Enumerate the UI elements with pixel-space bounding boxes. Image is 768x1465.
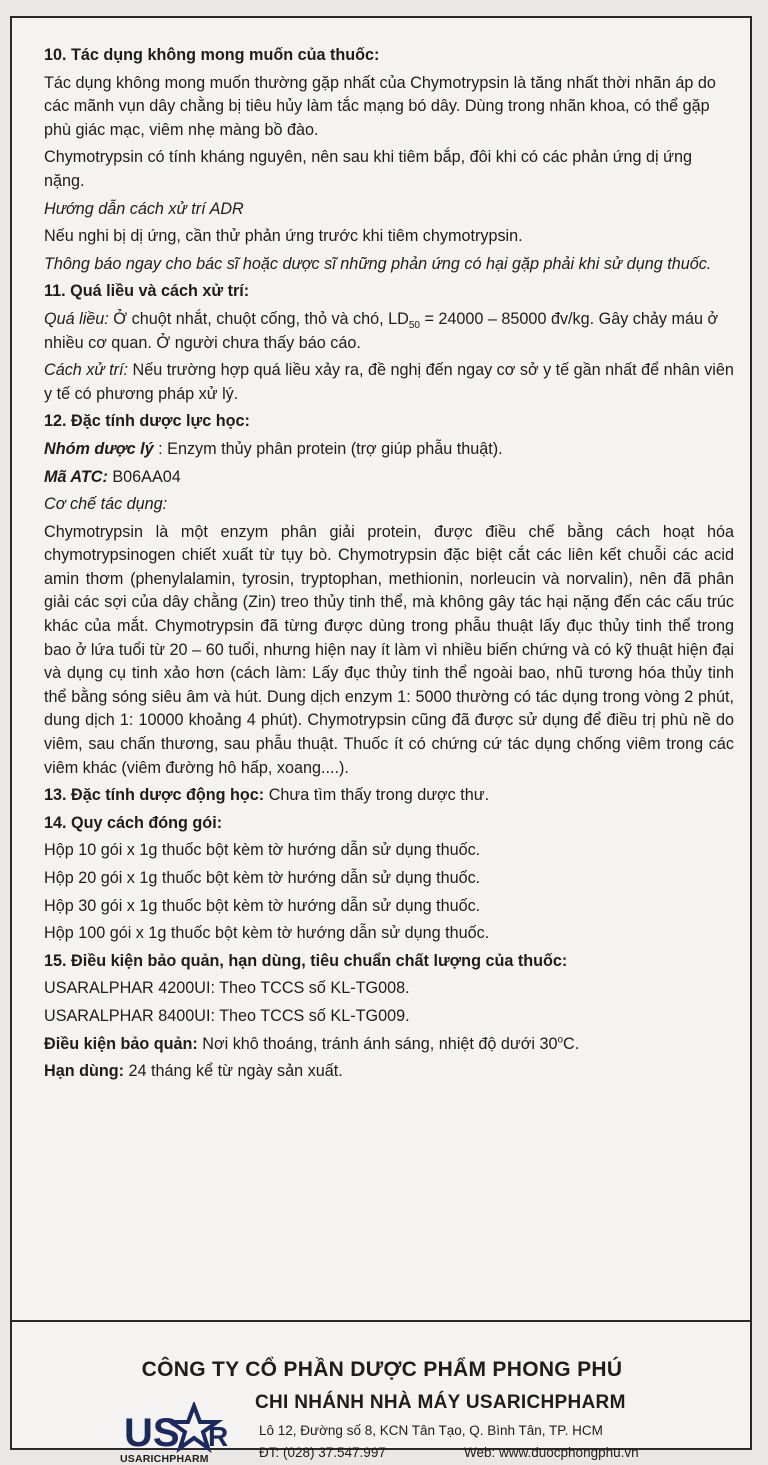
- section-10-adr-heading: Hướng dẫn cách xử trí ADR: [44, 199, 244, 218]
- section-11-overdose: [44, 308, 734, 355]
- overdose-label: Quá liều:: [44, 309, 109, 328]
- storage-end: C.: [563, 1034, 580, 1053]
- handling-label: Cách xử trí:: [44, 361, 129, 380]
- expiry-text: 24 tháng kể từ ngày sản xuất.: [124, 1062, 343, 1081]
- degree-superscript: o: [557, 1034, 564, 1046]
- group-text: : Enzym thủy phân protein (trợ giúp phẫu thuật).: [153, 439, 503, 458]
- section-12-atc: [44, 466, 734, 490]
- usarichpharm-logo-icon: [122, 1402, 232, 1454]
- company-name: CÔNG TY CỔ PHẦN DƯỢC PHẨM PHONG PHÚ: [141, 1358, 623, 1381]
- storage-label: Điều kiện bảo quản:: [44, 1034, 198, 1053]
- expiry: [44, 1060, 734, 1084]
- section-13-title: 13. Đặc tính dược động học:: [44, 786, 265, 805]
- section-10-paragraph-2: Chymotrypsin có tính kháng nguyên, nên sau khi tiêm bắp, đôi khi có các phản ứng dị ứng nặng.: [44, 148, 692, 190]
- section-10-title: 10. Tác dụng không mong muốn của thuốc:: [44, 46, 380, 64]
- branch-name: CHI NHÁNH NHÀ MÁY USARICHPHARM: [255, 1392, 626, 1413]
- package-item: Hộp 30 gói x 1g thuốc bột kèm tờ hướng dẫn sử dụng thuốc.: [44, 896, 481, 915]
- section-11-title: 11. Quá liều và cách xử trí:: [44, 282, 250, 301]
- section-11-handling: [44, 359, 734, 406]
- expiry-label: Hạn dùng:: [44, 1062, 125, 1081]
- section-13: [44, 784, 734, 808]
- company-footer: [12, 1322, 750, 1465]
- atc-label: Mã ATC:: [44, 467, 108, 486]
- company-phone: ĐT: (028) 37.547.997: [259, 1445, 386, 1460]
- logo-wordmark: USARICHPHARM: [120, 1453, 209, 1465]
- section-12-group: [44, 438, 734, 462]
- storage-text: Nơi khô thoáng, tránh ánh sáng, nhiệt độ dưới 30: [197, 1034, 558, 1053]
- package-item: Hộp 100 gói x 1g thuốc bột kèm tờ hướng dẫn sử dụng thuốc.: [44, 924, 490, 943]
- storage-condition: [44, 1033, 734, 1057]
- standard-4200: USARALPHAR 4200UI: Theo TCCS số KL-TG008.: [44, 979, 410, 998]
- overdose-text-b: = 24000 – 85000 đv/kg. Gây chảy máu ở nhiều cơ quan. Ở người chưa thấy báo cáo.: [44, 309, 719, 352]
- group-label: Nhóm dược lý: [44, 439, 154, 458]
- leaflet-content: [44, 44, 734, 1084]
- section-14-title: 14. Quy cách đóng gói:: [44, 813, 223, 832]
- company-website: Web: www.duocphongphu.vn: [464, 1445, 639, 1460]
- section-10-paragraph-1: Tác dụng không mong muốn thường gặp nhất của Chymotrypsin là tăng nhất thời nhãn áp do các mãnh vụn dây chằng bị tiêu hủy làm tắc mạng bó dây. Dùng trong nhãn khoa, có thể gặp phù giác mạc, viêm nhẹ màng bồ đào.: [44, 73, 716, 139]
- package-item: Hộp 20 gói x 1g thuốc bột kèm tờ hướng dẫn sử dụng thuốc.: [44, 869, 481, 887]
- atc-text: B06AA04: [107, 467, 181, 486]
- section-12-mechanism-text: Chymotrypsin là một enzym phân giải protein, được điều chế bằng cách hoạt hóa chymotrypsinogen chiết xuất từ tụy bò. Chymotrypsin đặc biệt cắt các liên kết chuỗi các acid amin thơm (phenylalamin, tyrosin, tryptophan, methionin, norleucin và norvalin), nên đã phân giải các sợi của dây chằng (Zin) treo thủy tinh thể, mà không gây tác hại nặng đến các cấu trúc khác của mắt. Chymotrypsin đã từng được dùng trong phẫu thuật lấy đục thủy tinh thể trong bao ở lứa tuổi từ 20 – 60 tuổi, nhưng hiện nay ít làm vì nhiều biến chứng và có kỹ thuật hiện đại và dụng cụ tinh xảo hơn (cách làm: Lấy đục thủy tinh thể ngoài bao, nhũ tương hóa thủy tinh thể bằng sóng siêu âm và hút. Dung dịch enzym 1: 5000 thường có tác dụng trong vòng 2 phút, dung dịch 1: 10000 khoảng 4 phút). Chymotrypsin cũng đã được sử dụng để điều trị phù nề do viêm, sau chấn thương, sau phẫu thuật. Thuốc ít có chứng cứ tác dụng chống viêm trong các viêm khác (viêm đường hô hấp, xoang....).: [44, 522, 734, 777]
- package-item: Hộp 10 gói x 1g thuốc bột kèm tờ hướng dẫn sử dụng thuốc.: [44, 841, 481, 860]
- section-12-mechanism-label: Cơ chế tác dụng:: [44, 495, 168, 514]
- section-13-text: Chưa tìm thấy trong dược thư.: [264, 786, 490, 805]
- handling-text: Nếu trường hợp quá liều xảy ra, đề nghị đến ngay cơ sở y tế gần nhất để nhân viên y tế có phương pháp xử lý.: [44, 361, 734, 403]
- standard-8400: USARALPHAR 8400UI: Theo TCCS số KL-TG009.: [44, 1006, 410, 1025]
- company-address: Lô 12, Đường số 8, KCN Tân Tạo, Q. Bình Tân, TP. HCM: [259, 1423, 603, 1438]
- svg-text:US: US: [124, 1411, 180, 1454]
- section-10-paragraph-4: Nếu nghi bị dị ứng, cần thử phản ứng trước khi tiêm chymotrypsin.: [44, 227, 523, 246]
- section-15-title: 15. Điều kiện bảo quản, hạn dùng, tiêu chuẩn chất lượng của thuốc:: [44, 951, 568, 970]
- overdose-text-a: Ở chuột nhắt, chuột cống, thỏ và chó, LD: [108, 309, 409, 328]
- section-12-title: 12. Đặc tính dược lực học:: [44, 412, 250, 431]
- section-10-paragraph-5: Thông báo ngay cho bác sĩ hoặc dược sĩ những phản ứng có hại gặp phải khi sử dụng thuốc.: [44, 254, 712, 273]
- leaflet-sheet: [10, 16, 752, 1465]
- ld50-subscript: 50: [408, 320, 420, 332]
- svg-text:R: R: [208, 1421, 229, 1452]
